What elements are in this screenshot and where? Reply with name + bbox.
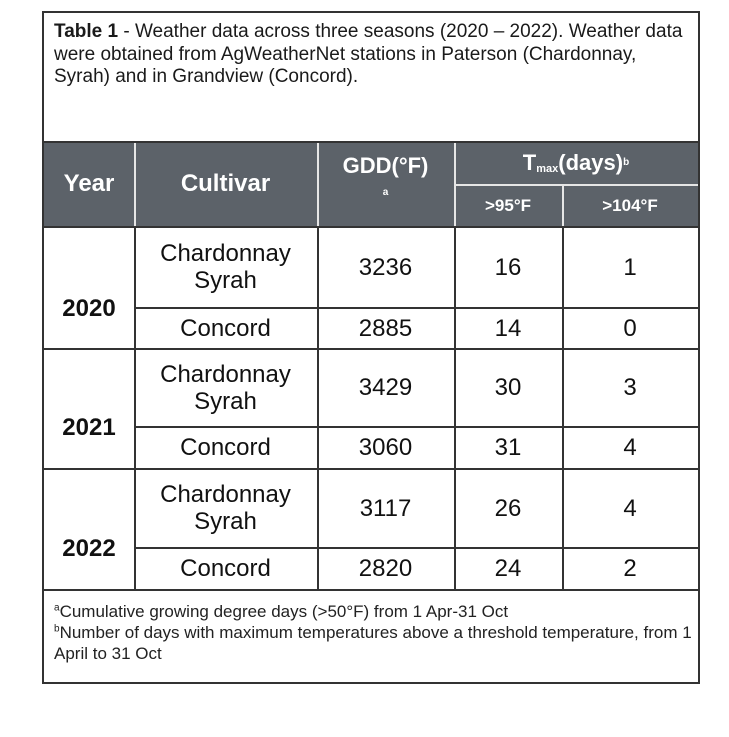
cultivar-cell [134, 227, 317, 307]
cultivar-chardonnay: Chardonnay [160, 481, 291, 508]
days-95-value: 24 [494, 555, 522, 582]
cultivar-chardonnay: Chardonnay [160, 360, 291, 388]
cultivar-cell [134, 349, 317, 426]
days-104-value: 3 [623, 374, 637, 401]
days-95-value: 30 [494, 374, 522, 401]
footnote-b [54, 622, 694, 664]
gdd-value: 3429 [358, 374, 413, 401]
days-95-value: 14 [494, 314, 522, 342]
caption-text: - Weather data across three seasons (2020 – 2022). Weather data were obtained from AgWeatherNet stations in Paterson (Chardonnay, Syrah) and in Grandview (Concord). [54, 21, 683, 87]
days-95-value: 31 [494, 434, 522, 461]
table-figure [42, 11, 700, 684]
gdd-value: 2820 [358, 555, 413, 582]
header-gt104: >104°F [602, 196, 658, 215]
header-gdd-footnote-mark: a [382, 186, 389, 198]
caption-label: Table 1 [54, 21, 119, 42]
year-2022: 2022 [62, 534, 116, 562]
days-95-value: 16 [494, 253, 522, 281]
header-tmax-days: (days) [558, 150, 624, 175]
header-tmax-t: T [522, 150, 537, 175]
cultivar-syrah: Syrah [194, 508, 257, 535]
table-caption [54, 21, 690, 89]
days-95-value: 26 [494, 494, 522, 522]
header-gdd: GDD(°F) [342, 153, 429, 178]
days-104-value: 0 [623, 314, 637, 342]
header-cultivar: Cultivar [180, 170, 271, 197]
cultivar-cell [134, 469, 317, 547]
year-2021: 2021 [62, 413, 116, 441]
header-year: Year [63, 170, 115, 197]
days-104-value: 2 [623, 555, 637, 582]
footnote-a [54, 601, 694, 622]
year-2020: 2020 [62, 294, 116, 322]
cultivar-concord: Concord [180, 314, 271, 342]
header-tmax-sub: max [536, 163, 559, 175]
cultivar-chardonnay: Chardonnay [160, 240, 291, 267]
footnote-a-mark: a [54, 602, 60, 614]
footnote-a-text: Cumulative growing degree days (>50°F) from 1 Apr-31 Oct [59, 602, 509, 621]
table-footnotes [54, 601, 694, 664]
cultivar-syrah: Syrah [194, 387, 257, 415]
cultivar-syrah: Syrah [194, 267, 257, 294]
days-104-value: 4 [623, 494, 637, 522]
days-104-value: 1 [623, 253, 637, 281]
gdd-value: 3117 [359, 494, 412, 522]
days-104-value: 4 [623, 434, 637, 461]
footnote-b-text: Number of days with maximum temperatures above a threshold temperature, from 1 April to 31 Oct [54, 623, 692, 663]
gdd-value: 3060 [358, 434, 413, 461]
footnote-b-mark: b [54, 623, 60, 635]
cultivar-concord: Concord [180, 555, 271, 582]
header-tmax: T max (days) b [522, 150, 630, 175]
gdd-value: 2885 [358, 314, 413, 342]
gdd-value: 3236 [358, 253, 413, 281]
header-gt95: >95°F [484, 196, 532, 215]
cultivar-concord: Concord [180, 434, 271, 461]
